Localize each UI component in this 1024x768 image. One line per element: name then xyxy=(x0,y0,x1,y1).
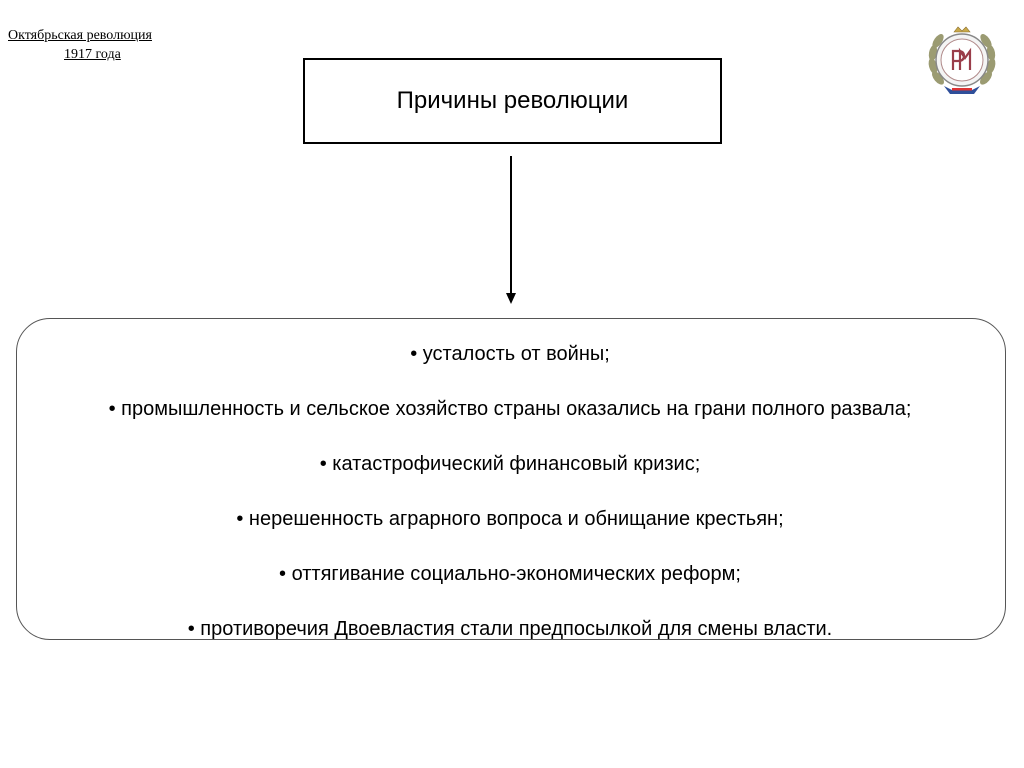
cause-item: • противоречия Двоевластия стали предпосылкой для смены власти. xyxy=(187,618,833,640)
cause-item: • промышленность и сельское хозяйство страны оказались на грани полного развала; xyxy=(108,398,912,420)
cause-item: • усталость от войны; xyxy=(410,343,610,365)
section-title-line1: Октябрьская революция xyxy=(8,28,152,43)
causes-box xyxy=(16,318,1006,640)
causes-heading: Причины революции xyxy=(396,87,629,114)
cause-item: • катастрофический финансовый кризис; xyxy=(319,453,701,475)
section-title-line2: 1917 года xyxy=(64,47,121,62)
cause-item: • оттягивание социально-экономических реформ; xyxy=(279,563,741,585)
cause-item: • нерешенность аграрного вопроса и обнищание крестьян; xyxy=(236,508,784,530)
